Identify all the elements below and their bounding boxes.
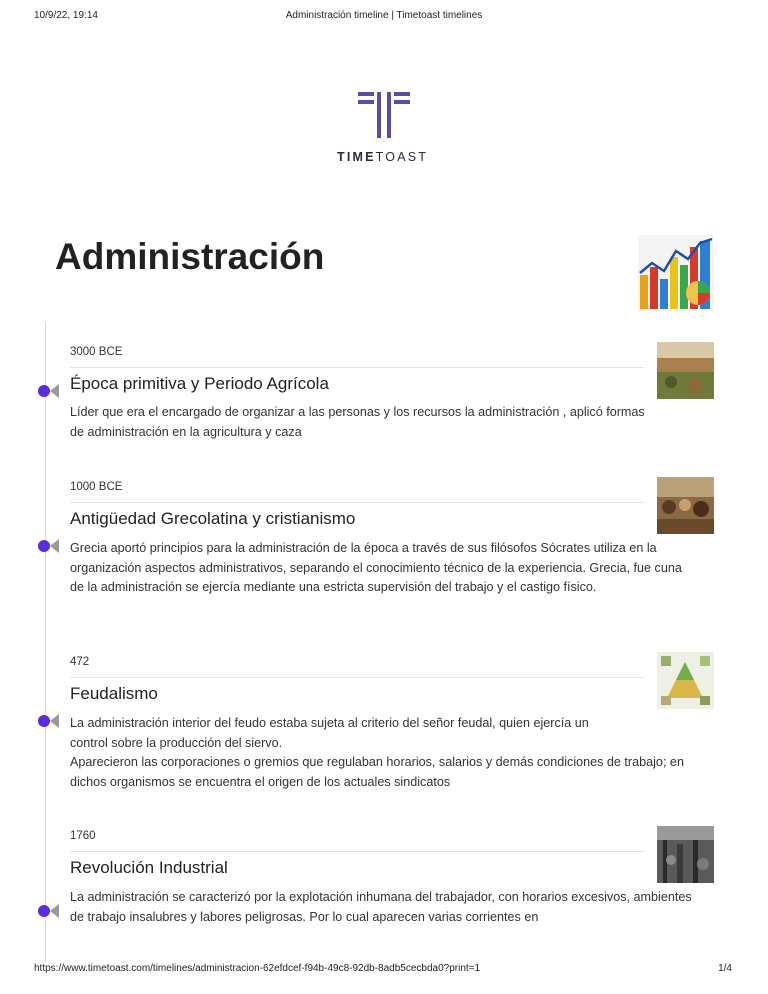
event-title: Antigüedad Grecolatina y cristianismo [70,509,356,528]
event-separator [70,851,645,852]
marker-dot [38,715,50,727]
event-title: Revolución Industrial [70,858,228,877]
event-date: 1000 BCE [70,481,123,493]
title-chart-image [638,235,714,311]
timeline-marker [38,714,60,728]
event-image [657,826,714,883]
event-description-2: Aparecieron las corporaciones o gremios que regulaban horarios, salarios y demás condiciones de trabajo; en dichos organismos se encuentra el origen de los actuales sindicatos [70,755,684,789]
event-date: 472 [70,656,90,668]
event-image [657,342,714,399]
event-date: 1760 [70,830,96,842]
print-page-title: Administración timeline | Timetoast timelines [285,10,483,21]
marker-dot [38,385,50,397]
marker-arrow-icon [50,539,59,553]
marker-dot [38,905,50,917]
marker-arrow-icon [50,904,59,918]
event-title: Época primitiva y Periodo Agrícola [70,374,329,393]
event-description: La administración interior del feudo estaba sujeta al criterio del señor feudal, quien ejercía un control sobre la producción del siervo. [70,716,589,750]
page-title: Administración [55,236,325,277]
marker-dot [38,540,50,552]
marker-arrow-icon [50,384,59,398]
marker-arrow-icon [50,714,59,728]
timeline-marker [38,384,60,398]
timeline-marker [38,539,60,553]
event-description: Líder que era el encargado de organizar a las personas y los recursos la administración , aplicó formas de administración en la agricultura y caza [70,405,645,439]
logo-wordmark: TIMETOAST [337,150,429,164]
event-image [657,477,714,534]
event-image [657,652,714,709]
event-separator [70,367,645,368]
timetoast-t-logo-icon [358,92,410,138]
event-description: La administración se caracterizó por la explotación inhumana del trabajador, con horarios excesivos, ambientes de trabajo insalubres y labores peligrosas. Por lo cual aparecen varias corrientes en [70,890,692,924]
print-url: https://www.timetoast.com/timelines/administracion-62efdcef-f94b-49c8-92db-8adb5cecbda0?print=1 [34,963,481,974]
print-datetime: 10/9/22, 19:14 [34,10,98,21]
event-date: 3000 BCE [70,346,123,358]
timeline-line [45,322,46,962]
timeline-marker [38,904,60,918]
event-description: Grecia aportó principios para la administración de la época a través de sus filósofos Sócrates utiliza en la organización aspectos administrativos, separando el conocimiento técnico de la experiencia. Grecia, fue cuna de la administración se ejercía mediante una estricta supervisión del trabajo y el castigo físico. [70,541,682,594]
event-separator [70,502,645,503]
event-title: Feudalismo [70,684,158,703]
timetoast-logo[interactable] [336,92,436,164]
print-page-number: 1/4 [718,963,732,974]
event-separator [70,677,645,678]
